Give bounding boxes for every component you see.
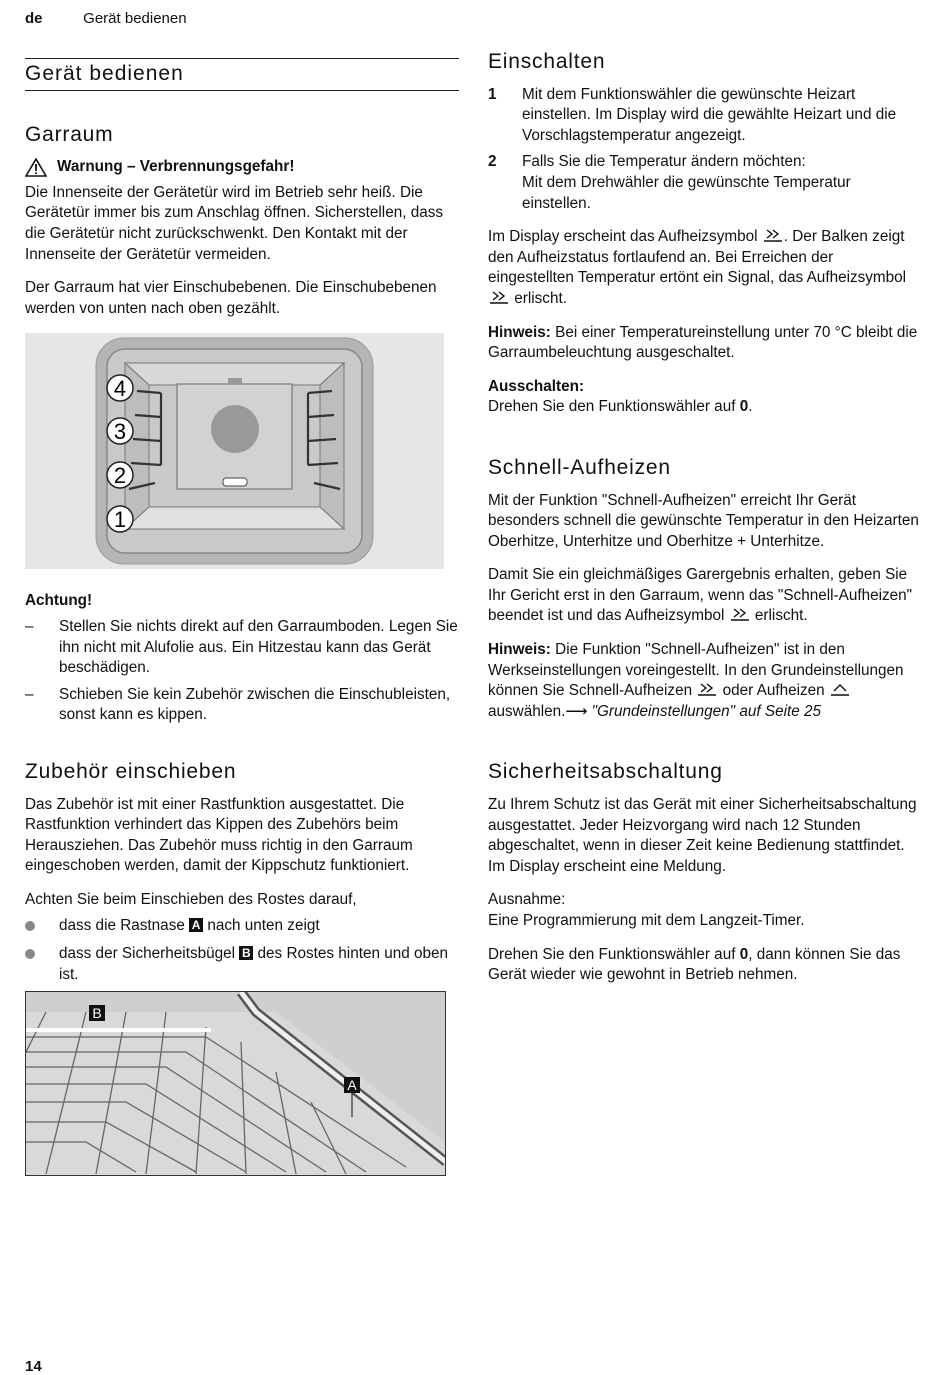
schnell-note: Hinweis: Die Funktion "Schnell-Aufheizen" ist in den Werkseinstellungen voreingestellt. In den Grundeinstellungen können Sie Schnell-Aufheizen oder Aufheizen auswählen.⟶ "Grundeinstellungen" auf Seite 25 [488,641,904,720]
attention-label: Achtung! [25,592,93,610]
zubehoer-intro: Achten Sie beim Einschieben des Rostes darauf, [25,890,357,908]
list-item-text: Schieben Sie kein Zubehör zwischen die Einschubleisten, sonst kann es kippen. [59,685,451,724]
label-a: A [189,918,203,932]
fast-heat-icon [488,290,510,304]
dash-marker: – [25,617,34,635]
fast-heat-icon [729,607,751,621]
list-item [25,944,459,985]
language-code: de [25,10,43,27]
warning-icon [25,158,47,177]
note-paragraph: Hinweis: Bei einer Temperatureinstellung unter 70 °C bleibt die Garraumbeleuchtung ausgeschaltet. [488,323,918,362]
heat-up-icon [829,682,851,696]
step-text-2: Mit dem Drehwähler die gewünschte Temperatur einstellen. [522,173,851,212]
heading-sicherheitsabschaltung: Sicherheitsabschaltung [488,760,723,784]
fig-label-a: A [347,1077,357,1094]
left-column [25,58,459,1176]
list-item-text: Stellen Sie nichts direkt auf den Garraumboden. Legen Sie ihn nicht mit Alufolie aus. Ein Hitzestau kann das Gerät beschädigen. [59,617,458,677]
sicherheit-p1: Zu Ihrem Schutz ist das Gerät mit einer Sicherheitsabschaltung ausgestattet. Jeder Heizvorgang wird nach 12 Stunden abgeschaltet, wenn in dieser Zeit keine Bedienung stattfindet. Im Display erscheint eine Meldung. [488,796,917,875]
section-title: Gerät bedienen [25,59,459,91]
bullet-icon [25,944,59,985]
heading-schnell-aufheizen: Schnell-Aufheizen [488,455,671,479]
cross-reference-link[interactable]: "Grundeinstellungen" auf Seite 25 [591,702,822,720]
step-text: Mit dem Funktionswähler die gewünschte Heizart einstellen. Im Display wird die gewählte Heizart und die Vorschlagstemperatur angezeigt. [522,85,897,144]
bullet-icon [25,916,59,938]
heading-zubehoer: Zubehör einschieben [25,759,237,783]
step-text: Falls Sie die Temperatur ändern möchten: [522,153,806,171]
note-label: Hinweis: [488,323,551,341]
step-item [488,85,922,147]
list-item [25,916,459,938]
oven-figure [25,333,444,569]
zubehoer-text: Das Zubehör ist mit einer Rastfunktion ausgestattet. Die Rastfunktion verhindert das Kippen des Zubehörs beim Herausziehen. Das Zubehör muss richtig in den Garraum eingeschoben werden, damit der Kippschutz funktioniert. [25,795,413,875]
label-b: B [239,946,253,960]
fig-label-b: B [92,1005,102,1022]
heading-garraum: Garraum [25,122,114,146]
step-number: 1 [488,85,497,103]
fast-heat-icon [696,682,718,696]
sicherheit-p3: Drehen Sie den Funktionswähler auf 0, dann können Sie das Gerät wieder wie gewohnt in Betrieb nehmen. [488,945,901,984]
fast-heat-icon [762,228,784,242]
arrow-icon: ⟶ [565,702,588,720]
warning-title: Warnung – Verbrennungsgefahr! [57,158,295,176]
page-number: 14 [25,1358,42,1375]
level-1-label: 1 [113,507,127,533]
heating-paragraph: Im Display erscheint das Aufheizsymbol . Der Balken zeigt den Aufheizstatus fortlaufend an. Bei Erreichen der eingestellten Temperatur ertönt ein Signal, das Aufheizsymbol erlischt. [488,228,907,307]
off-text: Drehen Sie den Funktionswähler auf 0. [488,398,753,416]
level-2-label: 2 [113,463,127,489]
schnell-p1: Mit der Funktion "Schnell-Aufheizen" erreicht Ihr Gerät besonders schnell die gewünschte Temperatur in den Heizarten Oberhitze, Unterhitze und Oberhitze + Unterhitze. [488,491,919,550]
note-label: Hinweis: [488,641,551,659]
list-item [25,617,459,679]
page-header [25,10,187,27]
garraum-text: Der Garraum hat vier Einschubebenen. Die Einschubebenen werden von unten nach oben gezählt. [25,279,437,317]
level-3-label: 3 [113,419,127,445]
dash-marker: – [25,685,34,703]
rack-figure [25,991,446,1176]
off-label: Ausschalten: [488,377,585,395]
sicherheit-p2: Ausnahme: Eine Programmierung mit dem Langzeit-Timer. [488,891,805,929]
level-4-label: 4 [113,376,127,402]
right-column [488,52,922,999]
step-number: 2 [488,153,497,171]
rack-illustration [26,992,445,1175]
oven-illustration [25,333,444,569]
list-item-text: dass die Rastnase A nach unten zeigt [59,917,320,935]
schnell-p2: Damit Sie ein gleichmäßiges Garergebnis erhalten, geben Sie Ihr Gericht erst in den Garraum, wenn das "Schnell-Aufheizen" beendet ist und das Aufheizsymbol erlischt. [488,566,913,625]
warning-line [25,157,459,178]
heading-einschalten: Einschalten [488,50,606,73]
warning-text: Die Innenseite der Gerätetür wird im Betrieb sehr heiß. Die Gerätetür immer bis zum Anschlag öffnen. Sicherstellen, dass die Gerätetür nicht zurückschwenkt. Den Kontakt mit der Innenseite der Gerätetür vermeiden. [25,183,444,263]
step-item [488,152,922,214]
list-item-text: dass der Sicherheitsbügel B des Rostes hinten und oben ist. [59,945,449,983]
header-title: Gerät bedienen [83,10,187,27]
list-item [25,685,459,726]
